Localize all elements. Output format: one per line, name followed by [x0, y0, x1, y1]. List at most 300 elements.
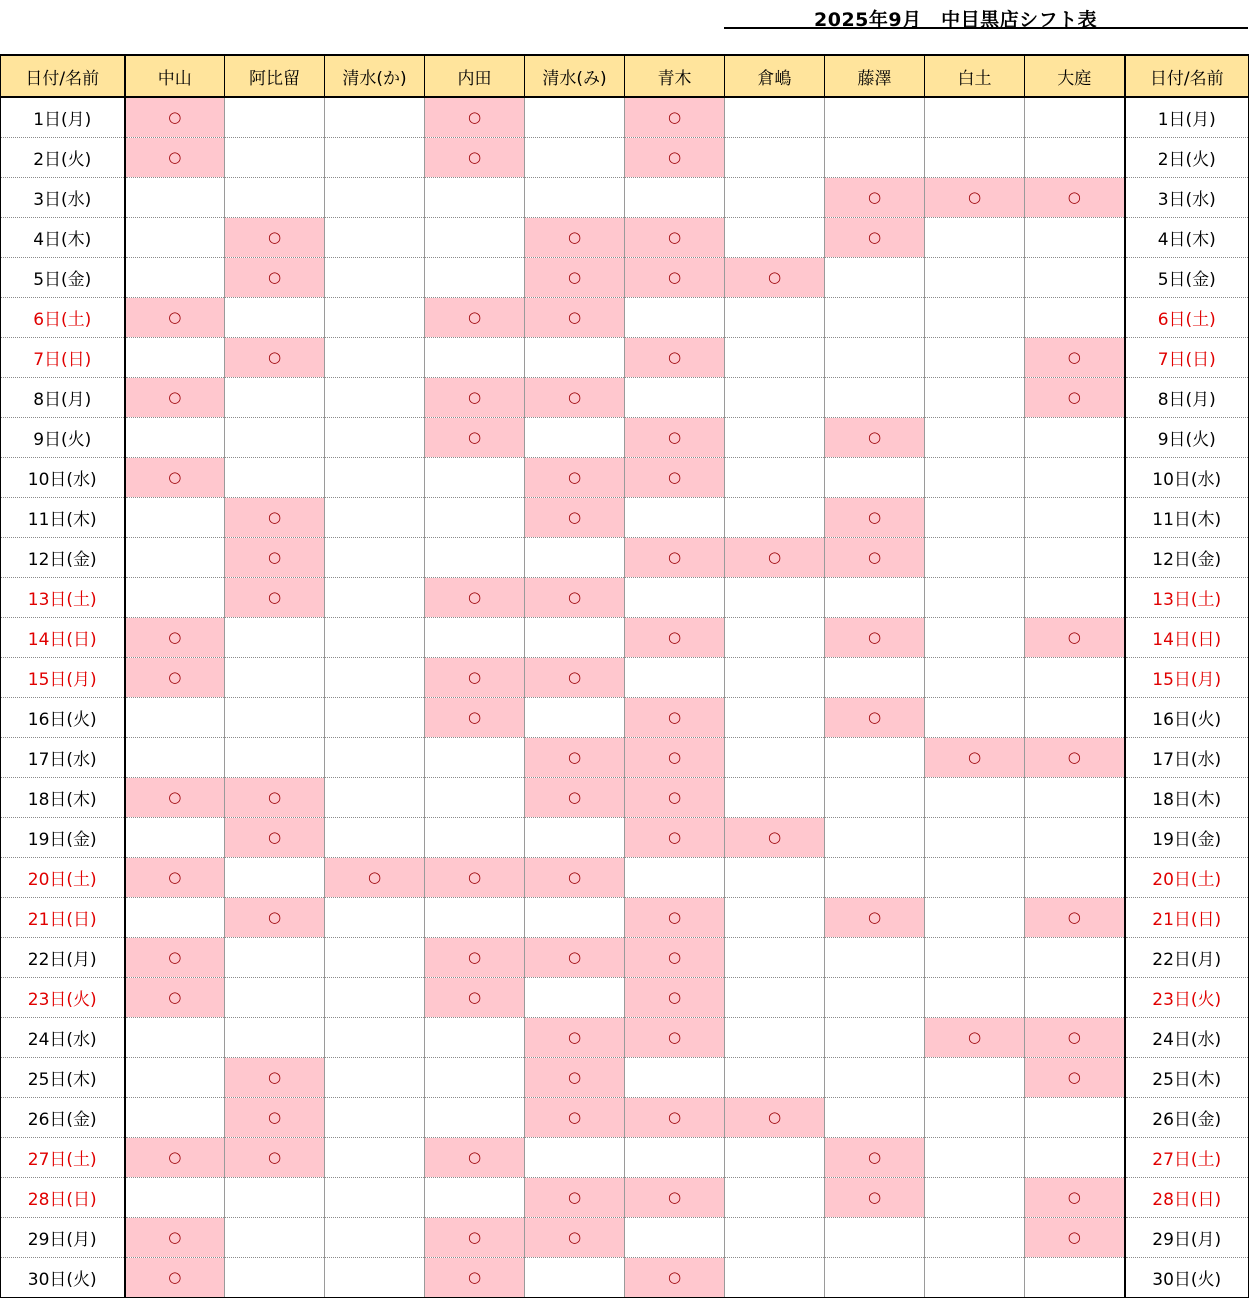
shift-cell[interactable] — [625, 177, 725, 217]
shift-cell[interactable] — [725, 377, 825, 417]
shift-cell[interactable] — [625, 377, 725, 417]
shift-cell[interactable] — [825, 497, 925, 537]
shift-cell[interactable] — [425, 777, 525, 817]
shift-cell[interactable] — [1025, 857, 1125, 897]
shift-cell[interactable] — [925, 817, 1025, 857]
shift-cell[interactable] — [125, 257, 225, 297]
shift-cell[interactable] — [1025, 1217, 1125, 1257]
shift-cell[interactable] — [425, 1177, 525, 1217]
shift-cell[interactable] — [725, 177, 825, 217]
shift-cell[interactable] — [225, 657, 325, 697]
shift-cell[interactable] — [225, 817, 325, 857]
shift-cell[interactable] — [725, 537, 825, 577]
shift-cell[interactable] — [525, 497, 625, 537]
shift-cell[interactable] — [625, 817, 725, 857]
shift-cell[interactable] — [325, 417, 425, 457]
shift-cell[interactable] — [325, 737, 425, 777]
shift-cell[interactable] — [425, 577, 525, 617]
shift-cell[interactable] — [125, 817, 225, 857]
shift-cell[interactable] — [225, 777, 325, 817]
shift-cell[interactable] — [125, 1097, 225, 1137]
shift-cell[interactable] — [825, 977, 925, 1017]
shift-cell[interactable] — [425, 137, 525, 177]
shift-cell[interactable] — [125, 1017, 225, 1057]
shift-cell[interactable] — [525, 577, 625, 617]
shift-cell[interactable] — [825, 1097, 925, 1137]
shift-cell[interactable] — [725, 217, 825, 257]
shift-cell[interactable] — [725, 1017, 825, 1057]
shift-cell[interactable] — [225, 537, 325, 577]
shift-cell[interactable] — [825, 937, 925, 977]
shift-cell[interactable] — [125, 497, 225, 537]
shift-cell[interactable] — [525, 337, 625, 377]
shift-cell[interactable] — [1025, 657, 1125, 697]
shift-cell[interactable] — [825, 1137, 925, 1177]
shift-cell[interactable] — [125, 297, 225, 337]
shift-cell[interactable] — [225, 257, 325, 297]
shift-cell[interactable] — [1025, 577, 1125, 617]
shift-cell[interactable] — [1025, 97, 1125, 137]
shift-cell[interactable] — [825, 1257, 925, 1297]
shift-cell[interactable] — [1025, 457, 1125, 497]
shift-cell[interactable] — [725, 1257, 825, 1297]
shift-cell[interactable] — [225, 1257, 325, 1297]
shift-cell[interactable] — [925, 97, 1025, 137]
shift-cell[interactable] — [625, 1177, 725, 1217]
shift-cell[interactable] — [725, 897, 825, 937]
shift-cell[interactable] — [725, 657, 825, 697]
shift-cell[interactable] — [525, 177, 625, 217]
shift-cell[interactable] — [325, 297, 425, 337]
shift-cell[interactable] — [925, 657, 1025, 697]
shift-cell[interactable] — [125, 777, 225, 817]
shift-cell[interactable] — [825, 817, 925, 857]
shift-cell[interactable] — [525, 457, 625, 497]
shift-cell[interactable] — [925, 377, 1025, 417]
shift-cell[interactable] — [725, 1097, 825, 1137]
shift-cell[interactable] — [825, 737, 925, 777]
shift-cell[interactable] — [925, 937, 1025, 977]
shift-cell[interactable] — [925, 737, 1025, 777]
shift-cell[interactable] — [825, 777, 925, 817]
shift-cell[interactable] — [425, 897, 525, 937]
shift-cell[interactable] — [425, 657, 525, 697]
shift-cell[interactable] — [325, 1017, 425, 1057]
shift-cell[interactable] — [425, 297, 525, 337]
shift-cell[interactable] — [1025, 1097, 1125, 1137]
shift-cell[interactable] — [525, 897, 625, 937]
shift-cell[interactable] — [725, 257, 825, 297]
shift-cell[interactable] — [925, 617, 1025, 657]
shift-cell[interactable] — [725, 337, 825, 377]
shift-cell[interactable] — [525, 137, 625, 177]
shift-cell[interactable] — [325, 537, 425, 577]
shift-cell[interactable] — [425, 737, 525, 777]
shift-cell[interactable] — [825, 137, 925, 177]
shift-cell[interactable] — [825, 1217, 925, 1257]
shift-cell[interactable] — [625, 977, 725, 1017]
shift-cell[interactable] — [925, 897, 1025, 937]
shift-cell[interactable] — [1025, 377, 1125, 417]
shift-cell[interactable] — [225, 617, 325, 657]
shift-cell[interactable] — [125, 97, 225, 137]
shift-cell[interactable] — [1025, 897, 1125, 937]
shift-cell[interactable] — [825, 97, 925, 137]
shift-cell[interactable] — [1025, 217, 1125, 257]
shift-cell[interactable] — [925, 497, 1025, 537]
shift-cell[interactable] — [825, 697, 925, 737]
shift-cell[interactable] — [325, 657, 425, 697]
shift-cell[interactable] — [525, 537, 625, 577]
shift-cell[interactable] — [525, 1217, 625, 1257]
shift-cell[interactable] — [725, 697, 825, 737]
shift-cell[interactable] — [1025, 137, 1125, 177]
shift-cell[interactable] — [825, 617, 925, 657]
shift-cell[interactable] — [325, 777, 425, 817]
shift-cell[interactable] — [425, 1217, 525, 1257]
shift-cell[interactable] — [225, 217, 325, 257]
shift-cell[interactable] — [425, 177, 525, 217]
shift-cell[interactable] — [425, 857, 525, 897]
shift-cell[interactable] — [1025, 1137, 1125, 1177]
shift-cell[interactable] — [825, 337, 925, 377]
shift-cell[interactable] — [325, 1057, 425, 1097]
shift-cell[interactable] — [1025, 1017, 1125, 1057]
shift-cell[interactable] — [225, 497, 325, 537]
shift-cell[interactable] — [525, 377, 625, 417]
shift-cell[interactable] — [325, 497, 425, 537]
shift-cell[interactable] — [725, 417, 825, 457]
shift-cell[interactable] — [225, 297, 325, 337]
shift-cell[interactable] — [325, 377, 425, 417]
shift-cell[interactable] — [325, 457, 425, 497]
shift-cell[interactable] — [825, 457, 925, 497]
shift-cell[interactable] — [425, 97, 525, 137]
shift-cell[interactable] — [425, 1097, 525, 1137]
shift-cell[interactable] — [225, 937, 325, 977]
shift-cell[interactable] — [225, 1097, 325, 1137]
shift-cell[interactable] — [625, 1217, 725, 1257]
shift-cell[interactable] — [425, 977, 525, 1017]
shift-cell[interactable] — [525, 817, 625, 857]
shift-cell[interactable] — [725, 937, 825, 977]
shift-cell[interactable] — [125, 1137, 225, 1177]
shift-cell[interactable] — [225, 1057, 325, 1097]
shift-cell[interactable] — [625, 337, 725, 377]
shift-cell[interactable] — [725, 817, 825, 857]
shift-cell[interactable] — [825, 537, 925, 577]
shift-cell[interactable] — [625, 137, 725, 177]
shift-cell[interactable] — [925, 217, 1025, 257]
shift-cell[interactable] — [525, 1177, 625, 1217]
shift-cell[interactable] — [525, 697, 625, 737]
shift-cell[interactable] — [425, 1057, 525, 1097]
shift-cell[interactable] — [725, 617, 825, 657]
shift-cell[interactable] — [725, 857, 825, 897]
shift-cell[interactable] — [225, 97, 325, 137]
shift-cell[interactable] — [525, 857, 625, 897]
shift-cell[interactable] — [425, 377, 525, 417]
shift-cell[interactable] — [325, 177, 425, 217]
shift-cell[interactable] — [925, 257, 1025, 297]
shift-cell[interactable] — [1025, 177, 1125, 217]
shift-cell[interactable] — [125, 737, 225, 777]
shift-cell[interactable] — [825, 417, 925, 457]
shift-cell[interactable] — [625, 857, 725, 897]
shift-cell[interactable] — [625, 97, 725, 137]
shift-cell[interactable] — [925, 1097, 1025, 1137]
shift-cell[interactable] — [1025, 697, 1125, 737]
shift-cell[interactable] — [325, 577, 425, 617]
shift-cell[interactable] — [125, 1217, 225, 1257]
shift-cell[interactable] — [825, 857, 925, 897]
shift-cell[interactable] — [125, 897, 225, 937]
shift-cell[interactable] — [925, 417, 1025, 457]
shift-cell[interactable] — [125, 337, 225, 377]
shift-cell[interactable] — [725, 497, 825, 537]
shift-cell[interactable] — [525, 1057, 625, 1097]
shift-cell[interactable] — [425, 537, 525, 577]
shift-cell[interactable] — [925, 537, 1025, 577]
shift-cell[interactable] — [425, 937, 525, 977]
shift-cell[interactable] — [225, 857, 325, 897]
shift-cell[interactable] — [925, 297, 1025, 337]
shift-cell[interactable] — [725, 977, 825, 1017]
shift-cell[interactable] — [625, 897, 725, 937]
shift-cell[interactable] — [525, 217, 625, 257]
shift-cell[interactable] — [325, 217, 425, 257]
shift-cell[interactable] — [325, 1177, 425, 1217]
shift-cell[interactable] — [125, 137, 225, 177]
shift-cell[interactable] — [825, 1177, 925, 1217]
shift-cell[interactable] — [525, 657, 625, 697]
shift-cell[interactable] — [525, 737, 625, 777]
shift-cell[interactable] — [425, 697, 525, 737]
shift-cell[interactable] — [925, 177, 1025, 217]
shift-cell[interactable] — [825, 377, 925, 417]
shift-cell[interactable] — [225, 137, 325, 177]
shift-cell[interactable] — [1025, 777, 1125, 817]
shift-cell[interactable] — [125, 857, 225, 897]
shift-cell[interactable] — [1025, 617, 1125, 657]
shift-cell[interactable] — [225, 697, 325, 737]
shift-cell[interactable] — [125, 177, 225, 217]
shift-cell[interactable] — [425, 617, 525, 657]
shift-cell[interactable] — [325, 697, 425, 737]
shift-cell[interactable] — [125, 1177, 225, 1217]
shift-cell[interactable] — [525, 297, 625, 337]
shift-cell[interactable] — [225, 457, 325, 497]
shift-cell[interactable] — [425, 817, 525, 857]
shift-cell[interactable] — [925, 1137, 1025, 1177]
shift-cell[interactable] — [125, 537, 225, 577]
shift-cell[interactable] — [125, 577, 225, 617]
shift-cell[interactable] — [225, 577, 325, 617]
shift-cell[interactable] — [1025, 1177, 1125, 1217]
shift-cell[interactable] — [625, 1257, 725, 1297]
shift-cell[interactable] — [725, 297, 825, 337]
shift-cell[interactable] — [525, 1137, 625, 1177]
shift-cell[interactable] — [325, 257, 425, 297]
shift-cell[interactable] — [525, 617, 625, 657]
shift-cell[interactable] — [525, 97, 625, 137]
shift-cell[interactable] — [125, 617, 225, 657]
shift-cell[interactable] — [1025, 1057, 1125, 1097]
shift-cell[interactable] — [125, 417, 225, 457]
shift-cell[interactable] — [1025, 1257, 1125, 1297]
shift-cell[interactable] — [1025, 497, 1125, 537]
shift-cell[interactable] — [1025, 297, 1125, 337]
shift-cell[interactable] — [225, 1217, 325, 1257]
shift-cell[interactable] — [625, 537, 725, 577]
shift-cell[interactable] — [925, 1217, 1025, 1257]
shift-cell[interactable] — [1025, 337, 1125, 377]
shift-cell[interactable] — [925, 1017, 1025, 1057]
shift-cell[interactable] — [225, 737, 325, 777]
shift-cell[interactable] — [225, 1017, 325, 1057]
shift-cell[interactable] — [1025, 737, 1125, 777]
shift-cell[interactable] — [725, 1137, 825, 1177]
shift-cell[interactable] — [325, 337, 425, 377]
shift-cell[interactable] — [825, 257, 925, 297]
shift-cell[interactable] — [925, 977, 1025, 1017]
shift-cell[interactable] — [225, 377, 325, 417]
shift-cell[interactable] — [325, 97, 425, 137]
shift-cell[interactable] — [1025, 257, 1125, 297]
shift-cell[interactable] — [625, 497, 725, 537]
shift-cell[interactable] — [425, 1017, 525, 1057]
shift-cell[interactable] — [625, 297, 725, 337]
shift-cell[interactable] — [725, 1217, 825, 1257]
shift-cell[interactable] — [125, 657, 225, 697]
shift-cell[interactable] — [325, 137, 425, 177]
shift-cell[interactable] — [1025, 537, 1125, 577]
shift-cell[interactable] — [125, 457, 225, 497]
shift-cell[interactable] — [725, 777, 825, 817]
shift-cell[interactable] — [925, 1057, 1025, 1097]
shift-cell[interactable] — [825, 297, 925, 337]
shift-cell[interactable] — [525, 977, 625, 1017]
shift-cell[interactable] — [325, 1097, 425, 1137]
shift-cell[interactable] — [425, 457, 525, 497]
shift-cell[interactable] — [225, 897, 325, 937]
shift-cell[interactable] — [925, 1177, 1025, 1217]
shift-cell[interactable] — [725, 577, 825, 617]
shift-cell[interactable] — [625, 1097, 725, 1137]
shift-cell[interactable] — [525, 777, 625, 817]
shift-cell[interactable] — [625, 217, 725, 257]
shift-cell[interactable] — [925, 577, 1025, 617]
shift-cell[interactable] — [625, 457, 725, 497]
shift-cell[interactable] — [425, 337, 525, 377]
shift-cell[interactable] — [625, 1017, 725, 1057]
shift-cell[interactable] — [125, 1057, 225, 1097]
shift-cell[interactable] — [725, 137, 825, 177]
shift-cell[interactable] — [525, 417, 625, 457]
shift-cell[interactable] — [325, 1257, 425, 1297]
shift-cell[interactable] — [325, 1137, 425, 1177]
shift-cell[interactable] — [625, 697, 725, 737]
shift-cell[interactable] — [625, 1137, 725, 1177]
shift-cell[interactable] — [425, 1257, 525, 1297]
shift-cell[interactable] — [125, 937, 225, 977]
shift-cell[interactable] — [925, 1257, 1025, 1297]
shift-cell[interactable] — [1025, 977, 1125, 1017]
shift-cell[interactable] — [125, 697, 225, 737]
shift-cell[interactable] — [625, 777, 725, 817]
shift-cell[interactable] — [125, 1257, 225, 1297]
shift-cell[interactable] — [925, 137, 1025, 177]
shift-cell[interactable] — [225, 1137, 325, 1177]
shift-cell[interactable] — [825, 1057, 925, 1097]
shift-cell[interactable] — [925, 697, 1025, 737]
shift-cell[interactable] — [1025, 937, 1125, 977]
shift-cell[interactable] — [625, 417, 725, 457]
shift-cell[interactable] — [625, 657, 725, 697]
shift-cell[interactable] — [125, 217, 225, 257]
shift-cell[interactable] — [825, 1017, 925, 1057]
shift-cell[interactable] — [325, 857, 425, 897]
shift-cell[interactable] — [625, 257, 725, 297]
shift-cell[interactable] — [725, 97, 825, 137]
shift-cell[interactable] — [425, 217, 525, 257]
shift-cell[interactable] — [225, 417, 325, 457]
shift-cell[interactable] — [225, 977, 325, 1017]
shift-cell[interactable] — [625, 737, 725, 777]
shift-cell[interactable] — [1025, 417, 1125, 457]
shift-cell[interactable] — [825, 577, 925, 617]
shift-cell[interactable] — [925, 457, 1025, 497]
shift-cell[interactable] — [725, 737, 825, 777]
shift-cell[interactable] — [425, 1137, 525, 1177]
shift-cell[interactable] — [925, 857, 1025, 897]
shift-cell[interactable] — [325, 897, 425, 937]
shift-cell[interactable] — [525, 937, 625, 977]
shift-cell[interactable] — [725, 457, 825, 497]
shift-cell[interactable] — [825, 177, 925, 217]
shift-cell[interactable] — [825, 897, 925, 937]
shift-cell[interactable] — [625, 617, 725, 657]
shift-cell[interactable] — [425, 497, 525, 537]
shift-cell[interactable] — [325, 617, 425, 657]
shift-cell[interactable] — [725, 1177, 825, 1217]
shift-cell[interactable] — [625, 937, 725, 977]
shift-cell[interactable] — [825, 217, 925, 257]
shift-cell[interactable] — [1025, 817, 1125, 857]
shift-cell[interactable] — [325, 1217, 425, 1257]
shift-cell[interactable] — [125, 977, 225, 1017]
shift-cell[interactable] — [625, 1057, 725, 1097]
shift-cell[interactable] — [525, 1017, 625, 1057]
shift-cell[interactable] — [225, 1177, 325, 1217]
shift-cell[interactable] — [325, 977, 425, 1017]
shift-cell[interactable] — [425, 417, 525, 457]
shift-cell[interactable] — [225, 337, 325, 377]
shift-cell[interactable] — [625, 577, 725, 617]
shift-cell[interactable] — [525, 1097, 625, 1137]
shift-cell[interactable] — [525, 257, 625, 297]
shift-cell[interactable] — [325, 937, 425, 977]
shift-cell[interactable] — [325, 817, 425, 857]
shift-cell[interactable] — [825, 657, 925, 697]
shift-cell[interactable] — [525, 1257, 625, 1297]
shift-cell[interactable] — [425, 257, 525, 297]
shift-cell[interactable] — [225, 177, 325, 217]
shift-cell[interactable] — [925, 337, 1025, 377]
shift-cell[interactable] — [925, 777, 1025, 817]
shift-cell[interactable] — [125, 377, 225, 417]
shift-cell[interactable] — [725, 1057, 825, 1097]
